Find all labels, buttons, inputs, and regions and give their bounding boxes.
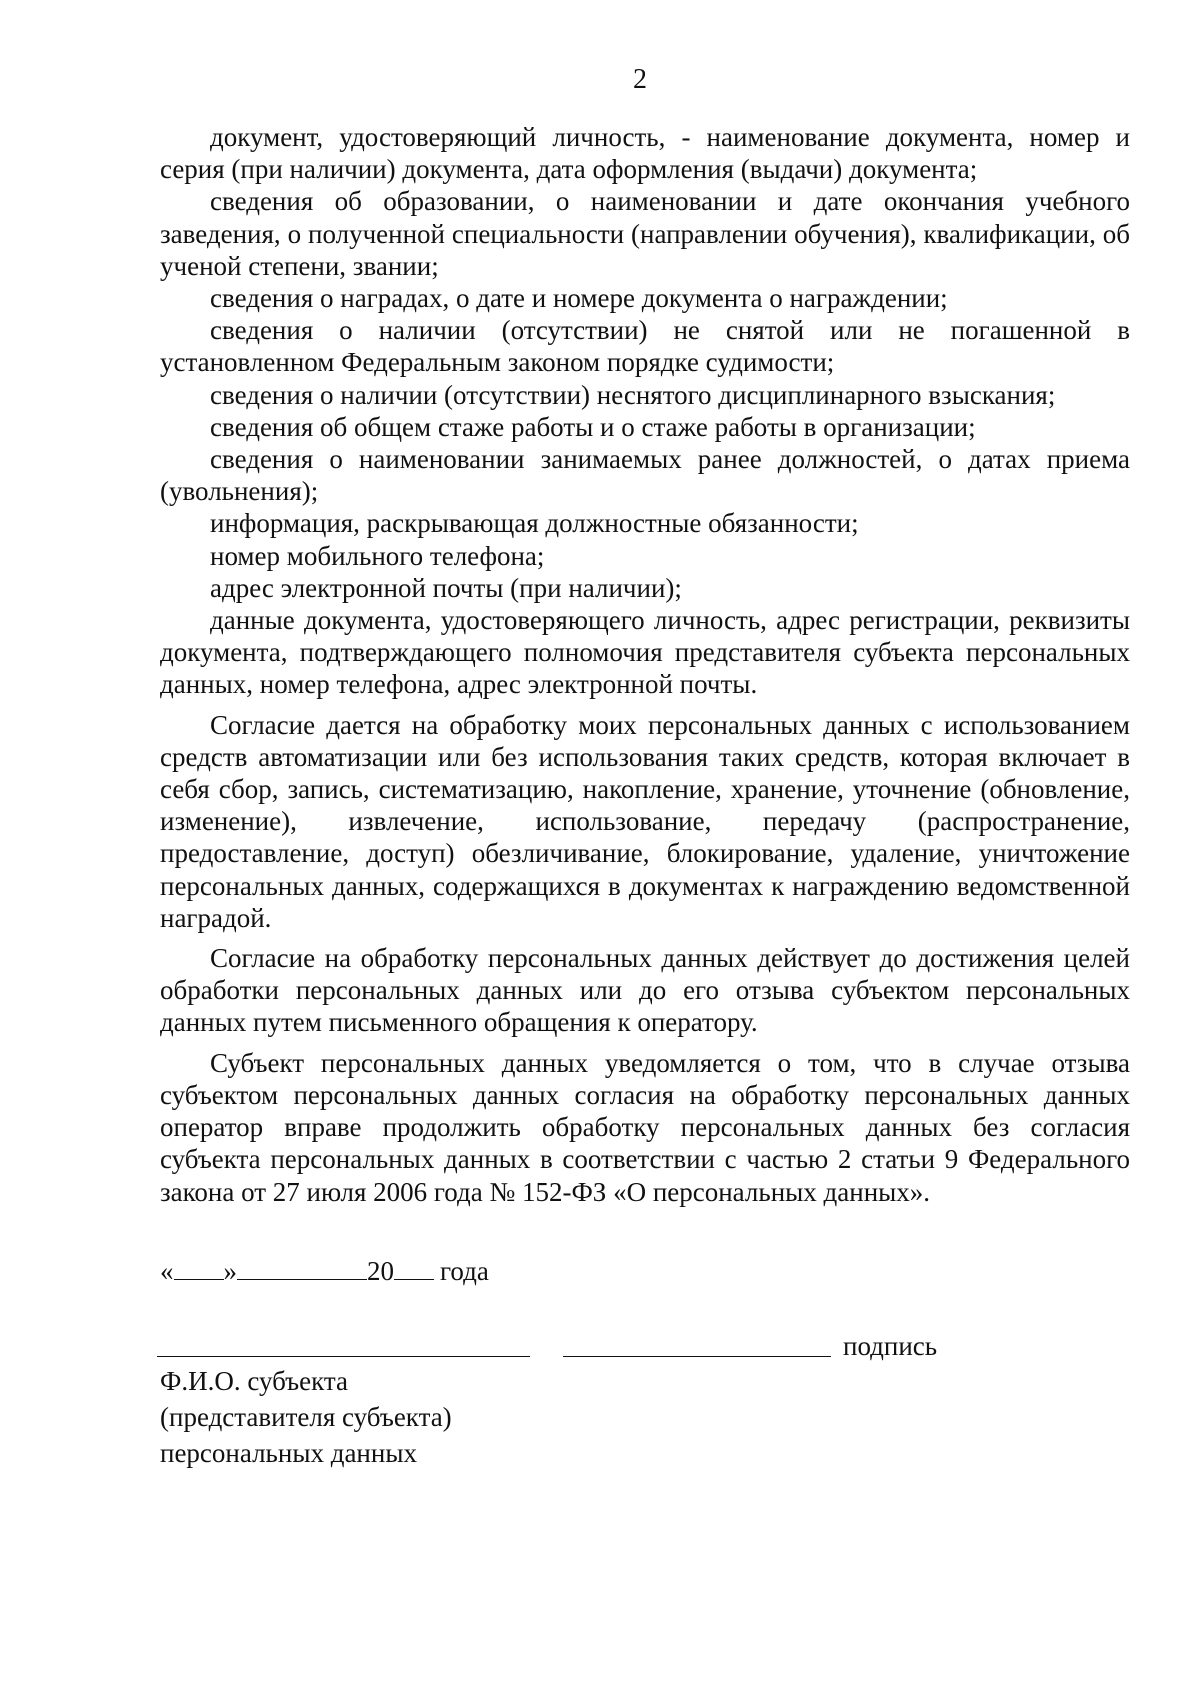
paragraph-work-experience: сведения об общем стаже работы и о стаже работы в организации; [210, 411, 976, 442]
paragraph-criminal-record: сведения о наличии (отсутствии) не снятой или не погашенной в установленном Федеральным законом порядке судимости; [160, 315, 1130, 378]
page-number: 2 [633, 64, 647, 95]
fio-line-1: Ф.И.О. субъекта [160, 1366, 348, 1396]
date-century: 20 [367, 1256, 394, 1286]
fio-line-3: персональных данных [160, 1438, 417, 1468]
fio-caption [160, 1363, 452, 1471]
paragraph-identity-document: документ, удостоверяющий личность, - наименование документа, номер и серия (при наличии) документа, дата оформления (выдачи) документа; [160, 122, 1130, 185]
paragraph-disciplinary: сведения о наличии (отсутствии) неснятого дисциплинарного взыскания; [210, 379, 1056, 410]
paragraph-duties: информация, раскрывающая должностные обязанности; [210, 508, 859, 539]
fio-line[interactable] [157, 1356, 530, 1357]
date-open-quote: « [160, 1256, 174, 1286]
paragraph-representative: данные документа, удостоверяющего личность, адрес регистрации, реквизиты документа, подтверждающего полномочия представителя субъекта персональных данных, номер телефона, адрес электронной почты. [160, 605, 1130, 700]
paragraph-mobile-phone: номер мобильного телефона; [210, 540, 545, 571]
day-blank[interactable] [174, 1255, 224, 1280]
paragraph-previous-positions: сведения о наименовании занимаемых ранее должностей, о датах приема (увольнения); [160, 444, 1130, 507]
date-line [160, 1255, 489, 1287]
date-close-quote: » [223, 1256, 237, 1286]
year-blank[interactable] [394, 1255, 434, 1280]
paragraph-consent-processing: Согласие дается на обработку моих персональных данных с использованием средств автоматизации или без использования таких средств, которая включает в себя сбор, запись, систематизацию, накопление, хранение, уточнение (обновление, изменение), извлечение, использование, передачу (распространение, предоставление, доступ) обезличивание, блокирование, удаление, уничтожение персональных данных, содержащихся в документах к награждению ведомственной наградой. [160, 709, 1130, 933]
paragraph-consent-validity: Согласие на обработку персональных данных действует до достижения целей обработки персональных данных или до его отзыва субъектом персональных данных путем письменного обращения к оператору. [160, 943, 1130, 1038]
paragraph-education: сведения об образовании, о наименовании и дате окончания учебного заведения, о полученной специальности (направлении обучения), квалификации, об ученой степени, звании; [160, 186, 1130, 281]
consent-body [160, 121, 1130, 1208]
signature-label: подпись [843, 1331, 938, 1361]
date-year-word: года [440, 1256, 489, 1286]
paragraph-email: адрес электронной почты (при наличии); [210, 572, 682, 603]
month-blank[interactable] [237, 1255, 367, 1280]
paragraph-withdrawal-notice: Субъект персональных данных уведомляется о том, что в случае отзыва субъектом персональных данных согласия на обработку персональных данных оператор вправе продолжить обработку персональных данных без согласия субъекта персональных данных в соответствии с частью 2 статьи 9 Федерального закона от 27 июля 2006 года № 152-ФЗ «О персональных данных». [160, 1047, 1130, 1207]
fio-line-2: (представителя субъекта) [160, 1402, 452, 1432]
paragraph-awards: сведения о наградах, о дате и номере документа о награждении; [210, 283, 948, 314]
signature-line[interactable] [563, 1356, 831, 1357]
